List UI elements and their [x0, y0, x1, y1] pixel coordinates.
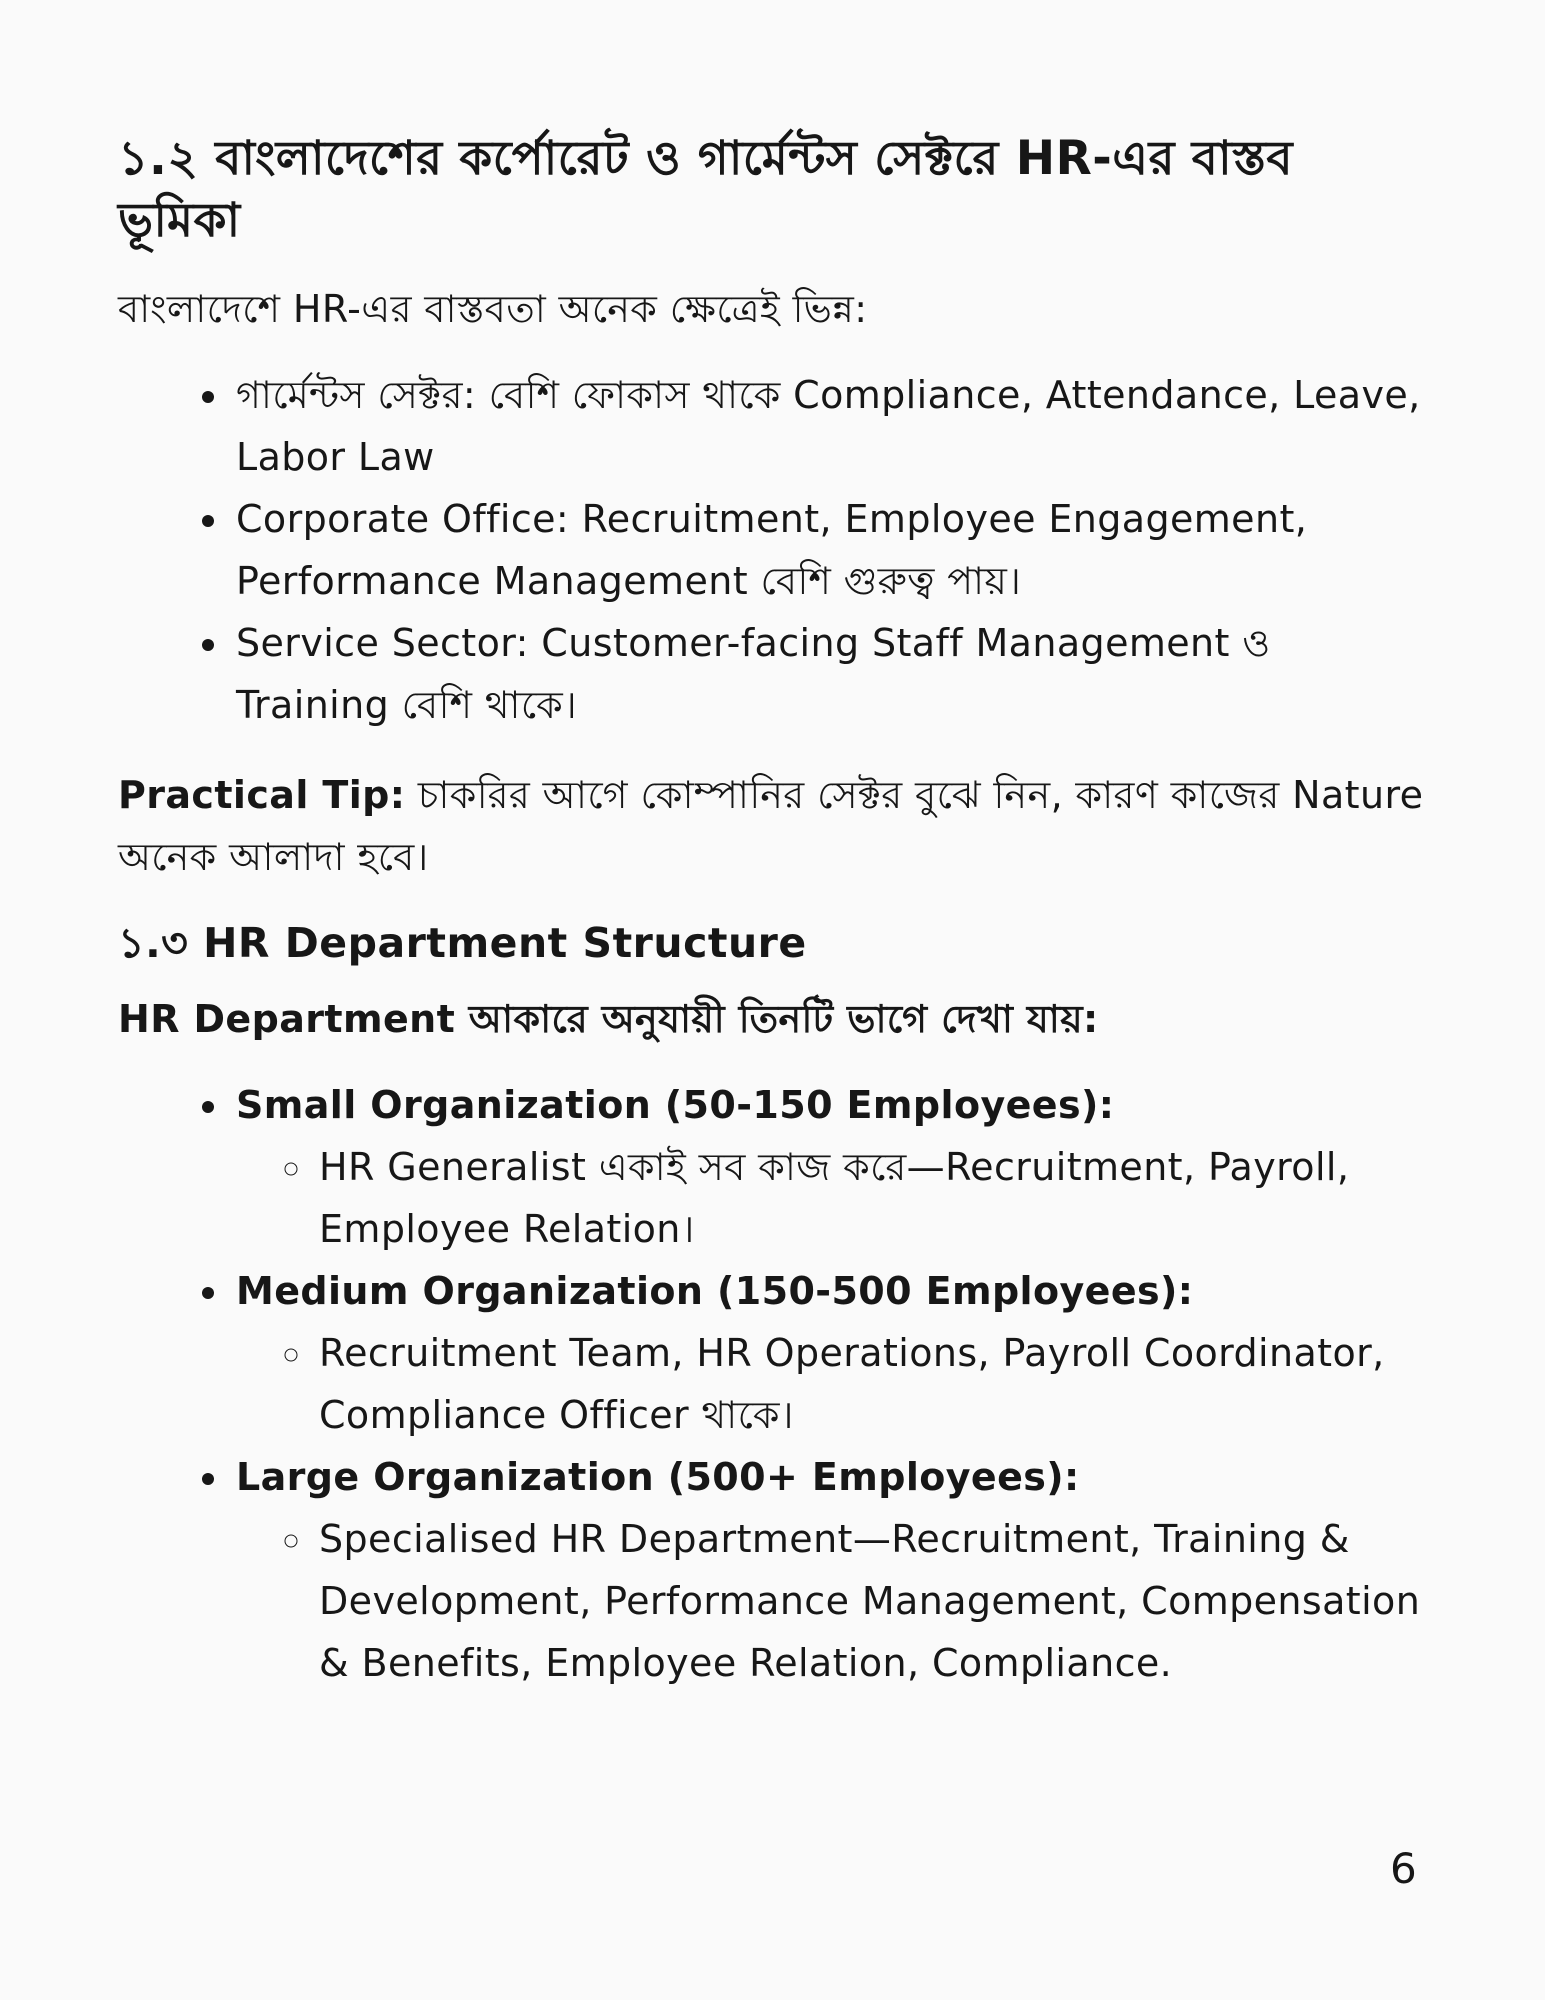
sub-list-item-medium-detail: ◦ Recruitment Team, HR Operations, Payroll Coordinator, Compliance Officer থাকে।	[315, 1322, 1436, 1446]
section-1-2-heading: ১.২ বাংলাদেশের কর্পোরেট ও গার্মেন্টস সেক্টরে HR-এর বাস্তব ভূমিকা	[118, 131, 1294, 248]
page-content	[118, 128, 1436, 1694]
practical-tip-text: চাকরির আগে কোম্পানির সেক্টর বুঝে নিন, কারণ কাজের Nature অনেক আলাদা হবে।	[118, 773, 1424, 879]
sub-list-item-large-detail: ◦ Specialised HR Department—Recruitment, Training & Development, Performance Management, Compensation & Benefits, Employee Relation, Compliance.	[315, 1508, 1436, 1694]
org-title-large: Large Organization (500+ Employees):	[236, 1455, 1080, 1499]
list-item-medium-organization	[232, 1260, 1436, 1446]
list-item-large-organization	[232, 1446, 1436, 1694]
section-1-3-heading: ১.৩ HR Department Structure	[118, 919, 807, 967]
page-number: 6	[1390, 1844, 1418, 1893]
list-item-corporate-office: • Corporate Office: Recruitment, Employee Engagement, Performance Management বেশি গুরুত্ব পায়।	[232, 488, 1436, 612]
list-item-garments-sector: • গার্মেন্টস সেক্টর: বেশি ফোকাস থাকে Compliance, Attendance, Leave, Labor Law	[232, 364, 1436, 488]
org-title-small: Small Organization (50-150 Employees):	[236, 1083, 1115, 1127]
list-item-service-sector: • Service Sector: Customer-facing Staff Management ও Training বেশি থাকে।	[232, 612, 1436, 736]
practical-tip	[118, 764, 1436, 888]
org-title-medium: Medium Organization (150-500 Employees):	[236, 1269, 1194, 1313]
small-org-sublist	[236, 1136, 1436, 1260]
sub-list-item-small-detail: ◦ HR Generalist একাই সব কাজ করে—Recruitment, Payroll, Employee Relation।	[315, 1136, 1436, 1260]
section-1-3-intro: HR Department আকারে অনুযায়ী তিনটি ভাগে দেখা যায়:	[118, 997, 1099, 1041]
sector-list	[118, 364, 1436, 736]
medium-org-sublist	[236, 1322, 1436, 1446]
org-structure-list	[118, 1074, 1436, 1694]
large-org-sublist	[236, 1508, 1436, 1694]
section-1-2-intro: বাংলাদেশে HR-এর বাস্তবতা অনেক ক্ষেত্রেই ভিন্ন:	[118, 287, 868, 331]
list-item-small-organization	[232, 1074, 1436, 1260]
practical-tip-label: Practical Tip:	[118, 773, 406, 817]
